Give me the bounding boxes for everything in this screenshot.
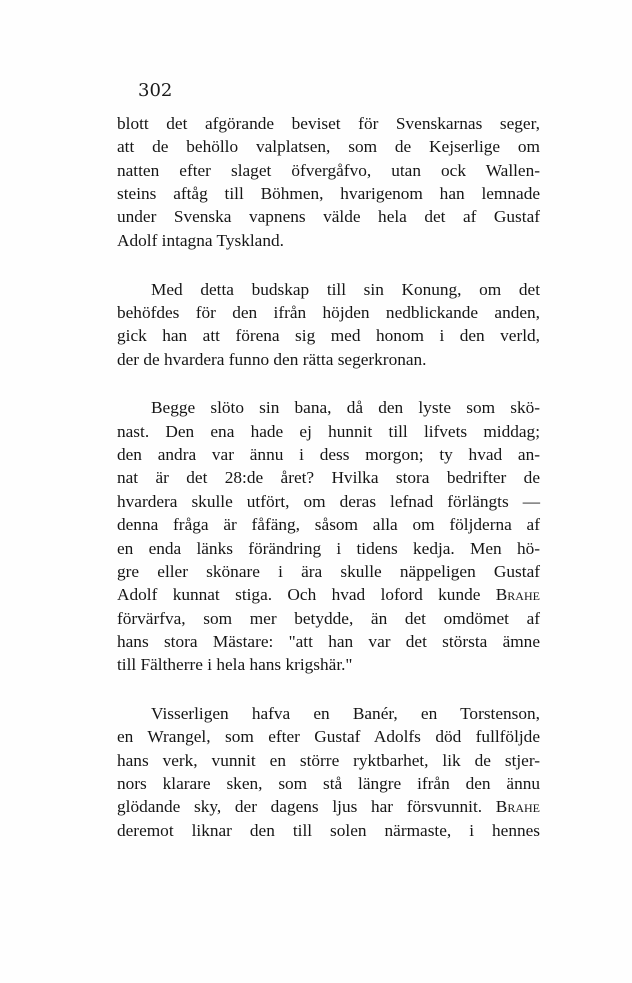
text-line: nat är det 28:de året? Hvilka stora bedrifter de <box>117 468 540 488</box>
text-line: der de hvardera funno den rätta segerkronan. <box>117 349 427 369</box>
body-text <box>117 112 540 842</box>
text-line: hvardera skulle utfört, om deras lefnad förlängts — <box>117 491 540 511</box>
text-line: Visserligen hafva en Banér, en Torstenson, <box>151 704 540 724</box>
text-line: denna fråga är fåfäng, såsom alla om följderna af <box>117 515 540 535</box>
text-line: blott det afgörande beviset för Svenskarnas seger, <box>117 114 540 133</box>
text-line: natten efter slaget öfvergåfvo, utan ock Wallen- <box>117 160 540 180</box>
text-line: behöfdes för den ifrån höjden nedblickande anden, <box>117 302 540 322</box>
paragraph-gap <box>117 677 540 703</box>
text-line: Adolf intagna Tyskland. <box>117 230 284 250</box>
text-line: Med detta budskap till sin Konung, om det <box>151 279 540 299</box>
text-line: hans stora Mästare: "att han var det största ämne <box>117 631 540 651</box>
text-line: under Svenska vapnens välde hela det af Gustaf <box>117 207 540 227</box>
page-number: 302 <box>138 80 173 101</box>
text-line: gre eller skönare i ära skulle näppeligen Gustaf <box>117 561 540 581</box>
text-segment: Adolf kunnat stiga. Och hvad loford kunde <box>117 585 481 605</box>
text-segment: glödande sky, der dagens ljus har försvunnit. <box>117 797 483 817</box>
text-line: nast. Den ena hade ej hunnit till lifvets middag; <box>117 421 540 441</box>
text-line: nors klarare sken, som stå längre ifrån den ännu <box>117 774 540 794</box>
paragraph-gap <box>117 371 540 397</box>
paragraph-2 <box>117 278 540 371</box>
text-line <box>117 795 540 818</box>
text-line: Begge slöto sin bana, då den lyste som skö- <box>151 398 540 418</box>
paragraph-gap <box>117 252 540 278</box>
name-brahe: Brahe <box>495 585 540 605</box>
name-brahe: Brahe <box>495 797 540 817</box>
paragraph-3 <box>117 396 540 676</box>
text-line: deremot liknar den till solen närmaste, i hennes <box>117 820 540 840</box>
text-line: att de behöllo valplatsen, som de Kejserlige om <box>117 137 540 157</box>
text-line: gick han att förena sig med honom i den verld, <box>117 326 540 346</box>
text-line: förvärfva, som mer betydde, än det omdömet af <box>117 608 540 628</box>
text-line: en enda länks förändring i tidens kedja. Men hö- <box>117 538 540 558</box>
text-line: steins aftåg till Böhmen, hvarigenom han lemnade <box>117 184 540 204</box>
text-line: den andra var ännu i dess morgon; ty hvad an- <box>117 445 540 465</box>
text-line <box>117 583 540 606</box>
text-line: hans verk, vunnit en större ryktbarhet, lik de stjer- <box>117 750 540 770</box>
text-line: till Fältherre i hela hans krigshär." <box>117 655 353 675</box>
paragraph-4 <box>117 702 540 842</box>
paragraph-1 <box>117 112 540 252</box>
text-line: en Wrangel, som efter Gustaf Adolfs död fullföljde <box>117 727 540 747</box>
